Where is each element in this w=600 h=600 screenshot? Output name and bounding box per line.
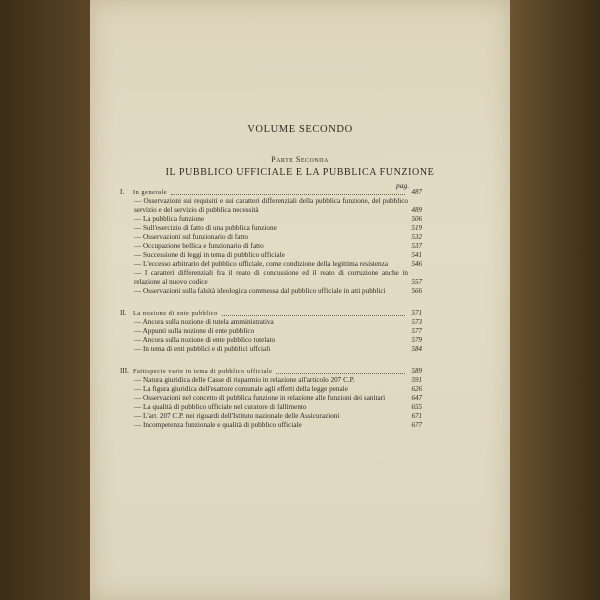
toc-entry bbox=[120, 224, 422, 233]
toc-entry bbox=[120, 421, 422, 430]
entry-text: — L'eccesso arbitrario del pubblico ufficiale, come condizione della legittima resistenza bbox=[134, 260, 389, 268]
toc-entry bbox=[120, 318, 422, 327]
toc-entry bbox=[120, 336, 422, 345]
toc-entry bbox=[120, 345, 422, 354]
entry-text: — Natura giuridica delle Casse di risparmio in relazione all'articolo 207 C.P. bbox=[134, 376, 355, 384]
toc-entry bbox=[120, 233, 422, 242]
part-heading: Parte Seconda bbox=[271, 155, 329, 164]
volume-heading: VOLUME SECONDO bbox=[247, 124, 353, 135]
entry-text: — In tema di enti pubblici e di pubblici uffciali bbox=[134, 345, 271, 353]
entry-page: 546 bbox=[411, 260, 422, 268]
entry-text: — Sull'esercizio di fatto di una pubblica funzione bbox=[134, 224, 277, 232]
entry-text: — Osservazioni nel concetto di pubblica funzione in relazione alle funzioni dei sanitari bbox=[134, 394, 386, 402]
section-heading bbox=[120, 309, 422, 318]
toc-section-3 bbox=[120, 367, 422, 430]
entry-text: — Incompetenza funzionale e qualità di pubblico ufficiale bbox=[134, 421, 302, 429]
entry-text: — Appunti sulla nozione di ente pubblico bbox=[134, 327, 255, 335]
entry-page: 626 bbox=[411, 385, 422, 393]
entry-page: 519 bbox=[411, 224, 422, 232]
section-title: Fattispecie varie in tema di pubblico ufficiale bbox=[133, 368, 273, 375]
entry-page: 506 bbox=[411, 215, 422, 223]
section-page: 571 bbox=[411, 309, 422, 317]
toc-entry bbox=[120, 260, 422, 269]
entry-text: — Osservazioni sui requisiti e sui caratteri differenziali della pubblica funzione, del pubblico servizio e del servizio di pubblica necessità bbox=[134, 197, 408, 214]
entry-page: 647 bbox=[411, 394, 422, 402]
entry-page: 489 bbox=[411, 206, 422, 214]
book-page bbox=[90, 0, 510, 600]
entry-page: 541 bbox=[411, 251, 422, 259]
entry-page: 532 bbox=[411, 233, 422, 241]
entry-page: 671 bbox=[411, 412, 422, 420]
left-background bbox=[0, 0, 90, 600]
entry-text: — I caratteri differenziali fra il reato di concussione ed il reato di corruzione anche in relazione al nuovo codice bbox=[134, 269, 408, 286]
entry-text: — Occupazione bellica e funzionario di fatto bbox=[134, 242, 264, 250]
entry-text: — Osservazioni sul funzionario di fatto bbox=[134, 233, 248, 241]
page-title: IL PUBBLICO UFFICIALE E LA PUBBLICA FUNZIONE bbox=[165, 167, 435, 178]
toc-entry bbox=[120, 251, 422, 260]
section-page: 589 bbox=[411, 367, 422, 375]
toc-entry bbox=[120, 242, 422, 251]
entry-page: 577 bbox=[411, 327, 422, 335]
right-background bbox=[510, 0, 600, 600]
entry-text: — Ancora sulla nozione di tutela amministrativa bbox=[134, 318, 274, 326]
entry-text: — Osservazioni sulla falsità ideologica commessa dal pubblico ufficiale in atti pubblici bbox=[134, 287, 386, 295]
toc-entry bbox=[120, 197, 422, 215]
entry-text: — La pubblica funzione bbox=[134, 215, 205, 223]
section-title: In generale bbox=[133, 189, 168, 196]
section-heading bbox=[120, 367, 422, 376]
section-number: I. bbox=[120, 188, 125, 196]
toc-entry bbox=[120, 269, 422, 287]
entry-page: 677 bbox=[411, 421, 422, 429]
entry-page: 557 bbox=[411, 278, 422, 286]
entry-text: — Successione di leggi in tema di pubblico ufficiale bbox=[134, 251, 285, 259]
toc-entry bbox=[120, 412, 422, 421]
section-page: 487 bbox=[411, 188, 422, 196]
toc-section-1 bbox=[120, 188, 422, 296]
entry-page: 655 bbox=[411, 403, 422, 411]
toc-entry bbox=[120, 403, 422, 412]
entry-page: 579 bbox=[411, 336, 422, 344]
table-of-contents bbox=[120, 188, 422, 430]
toc-entry bbox=[120, 376, 422, 385]
entry-page: 573 bbox=[411, 318, 422, 326]
leader-dots bbox=[171, 193, 405, 195]
entry-text: — Ancora sulla nozione di ente pubblico tutelato bbox=[134, 336, 276, 344]
toc-entry bbox=[120, 215, 422, 224]
entry-text: — L'art. 207 C.P. nei riguardi dell'Istituto nazionale delle Assicurazioni bbox=[134, 412, 340, 420]
page-column-label: pag. bbox=[396, 181, 410, 190]
entry-text: — La figura giuridica dell'esattore comunale agli effetti della legge penale bbox=[134, 385, 348, 393]
section-number: III. bbox=[120, 367, 129, 375]
toc-section-2 bbox=[120, 309, 422, 354]
entry-page: 584 bbox=[411, 345, 422, 353]
section-number: II. bbox=[120, 309, 127, 317]
entry-page: 566 bbox=[411, 287, 422, 295]
leader-dots bbox=[222, 314, 405, 316]
entry-page: 537 bbox=[411, 242, 422, 250]
section-title: La nozione di ente pubblico bbox=[133, 310, 218, 317]
leader-dots bbox=[276, 372, 405, 374]
toc-entry bbox=[120, 394, 422, 403]
section-heading bbox=[120, 188, 422, 197]
entry-page: 591 bbox=[411, 376, 422, 384]
toc-entry bbox=[120, 385, 422, 394]
entry-text: — La qualità di pubblico ufficiale nel curatore di fallimento bbox=[134, 403, 307, 411]
toc-entry bbox=[120, 287, 422, 296]
toc-entry bbox=[120, 327, 422, 336]
